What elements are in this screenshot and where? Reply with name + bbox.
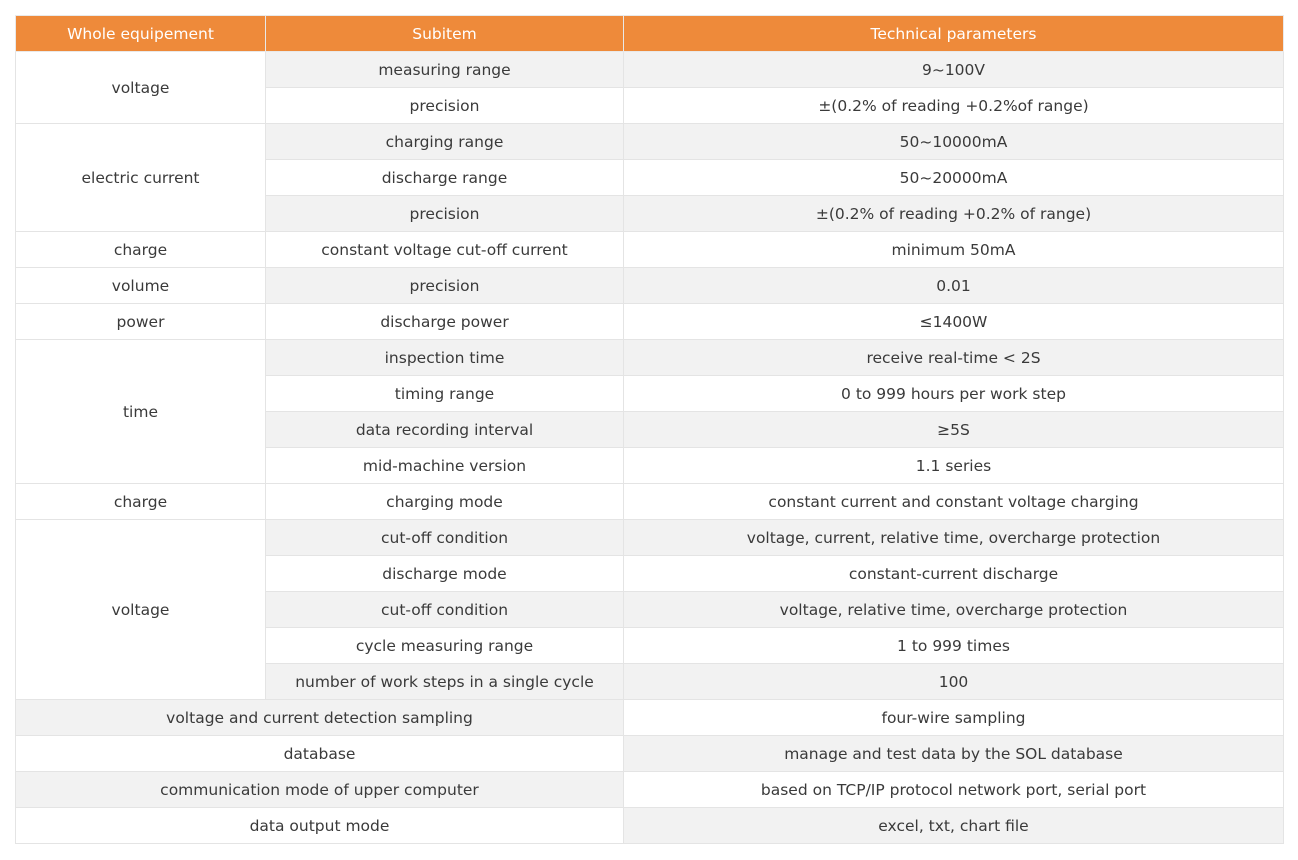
- table-row: [16, 52, 1284, 88]
- table-row: [16, 232, 1284, 268]
- subitem-cell: cycle measuring range: [266, 628, 624, 664]
- subitem-cell: precision: [266, 268, 624, 304]
- equipment-cell: voltage: [16, 520, 266, 700]
- table-row: [16, 268, 1284, 304]
- equipment-cell: time: [16, 340, 266, 484]
- parameter-cell: constant-current discharge: [624, 556, 1284, 592]
- subitem-cell: mid-machine version: [266, 448, 624, 484]
- equipment-cell: charge: [16, 484, 266, 520]
- equipment-cell: electric current: [16, 124, 266, 232]
- subitem-cell: discharge mode: [266, 556, 624, 592]
- parameter-cell: 50~10000mA: [624, 124, 1284, 160]
- subitem-cell: constant voltage cut-off current: [266, 232, 624, 268]
- subitem-cell: timing range: [266, 376, 624, 412]
- equipment-cell: voltage: [16, 52, 266, 124]
- parameter-cell: receive real-time < 2S: [624, 340, 1284, 376]
- table-row: [16, 124, 1284, 160]
- subitem-cell: discharge range: [266, 160, 624, 196]
- subitem-cell: inspection time: [266, 340, 624, 376]
- spec-table-container: [15, 15, 1283, 844]
- parameter-cell: four-wire sampling: [624, 700, 1284, 736]
- subitem-cell: cut-off condition: [266, 592, 624, 628]
- parameter-cell: 50~20000mA: [624, 160, 1284, 196]
- parameter-cell: manage and test data by the SOL database: [624, 736, 1284, 772]
- header-subitem: Subitem: [266, 16, 624, 52]
- equipment-cell: volume: [16, 268, 266, 304]
- parameter-cell: ±(0.2% of reading +0.2%of range): [624, 88, 1284, 124]
- subitem-cell: measuring range: [266, 52, 624, 88]
- merged-label-cell: voltage and current detection sampling: [16, 700, 624, 736]
- equipment-cell: power: [16, 304, 266, 340]
- subitem-cell: cut-off condition: [266, 520, 624, 556]
- equipment-cell: charge: [16, 232, 266, 268]
- subitem-cell: precision: [266, 88, 624, 124]
- subitem-cell: precision: [266, 196, 624, 232]
- parameter-cell: 100: [624, 664, 1284, 700]
- parameter-cell: minimum 50mA: [624, 232, 1284, 268]
- table-row: [16, 340, 1284, 376]
- parameter-cell: voltage, relative time, overcharge protection: [624, 592, 1284, 628]
- table-row: [16, 772, 1284, 808]
- table-row: [16, 700, 1284, 736]
- subitem-cell: data recording interval: [266, 412, 624, 448]
- table-row: [16, 484, 1284, 520]
- parameter-cell: 1.1 series: [624, 448, 1284, 484]
- parameter-cell: ≤1400W: [624, 304, 1284, 340]
- merged-label-cell: database: [16, 736, 624, 772]
- parameter-cell: 9~100V: [624, 52, 1284, 88]
- subitem-cell: charging range: [266, 124, 624, 160]
- technical-parameters-table: [15, 15, 1284, 844]
- parameter-cell: ≥5S: [624, 412, 1284, 448]
- table-row: [16, 304, 1284, 340]
- parameter-cell: 0 to 999 hours per work step: [624, 376, 1284, 412]
- subitem-cell: discharge power: [266, 304, 624, 340]
- header-whole-equipment: Whole equipement: [16, 16, 266, 52]
- parameter-cell: excel, txt, chart file: [624, 808, 1284, 844]
- parameter-cell: based on TCP/IP protocol network port, serial port: [624, 772, 1284, 808]
- parameter-cell: ±(0.2% of reading +0.2% of range): [624, 196, 1284, 232]
- parameter-cell: 0.01: [624, 268, 1284, 304]
- parameter-cell: 1 to 999 times: [624, 628, 1284, 664]
- parameter-cell: voltage, current, relative time, overcharge protection: [624, 520, 1284, 556]
- header-technical-parameters: Technical parameters: [624, 16, 1284, 52]
- table-row: [16, 520, 1284, 556]
- table-header-row: [16, 16, 1284, 52]
- table-row: [16, 736, 1284, 772]
- table-row: [16, 808, 1284, 844]
- merged-label-cell: communication mode of upper computer: [16, 772, 624, 808]
- parameter-cell: constant current and constant voltage charging: [624, 484, 1284, 520]
- subitem-cell: number of work steps in a single cycle: [266, 664, 624, 700]
- subitem-cell: charging mode: [266, 484, 624, 520]
- merged-label-cell: data output mode: [16, 808, 624, 844]
